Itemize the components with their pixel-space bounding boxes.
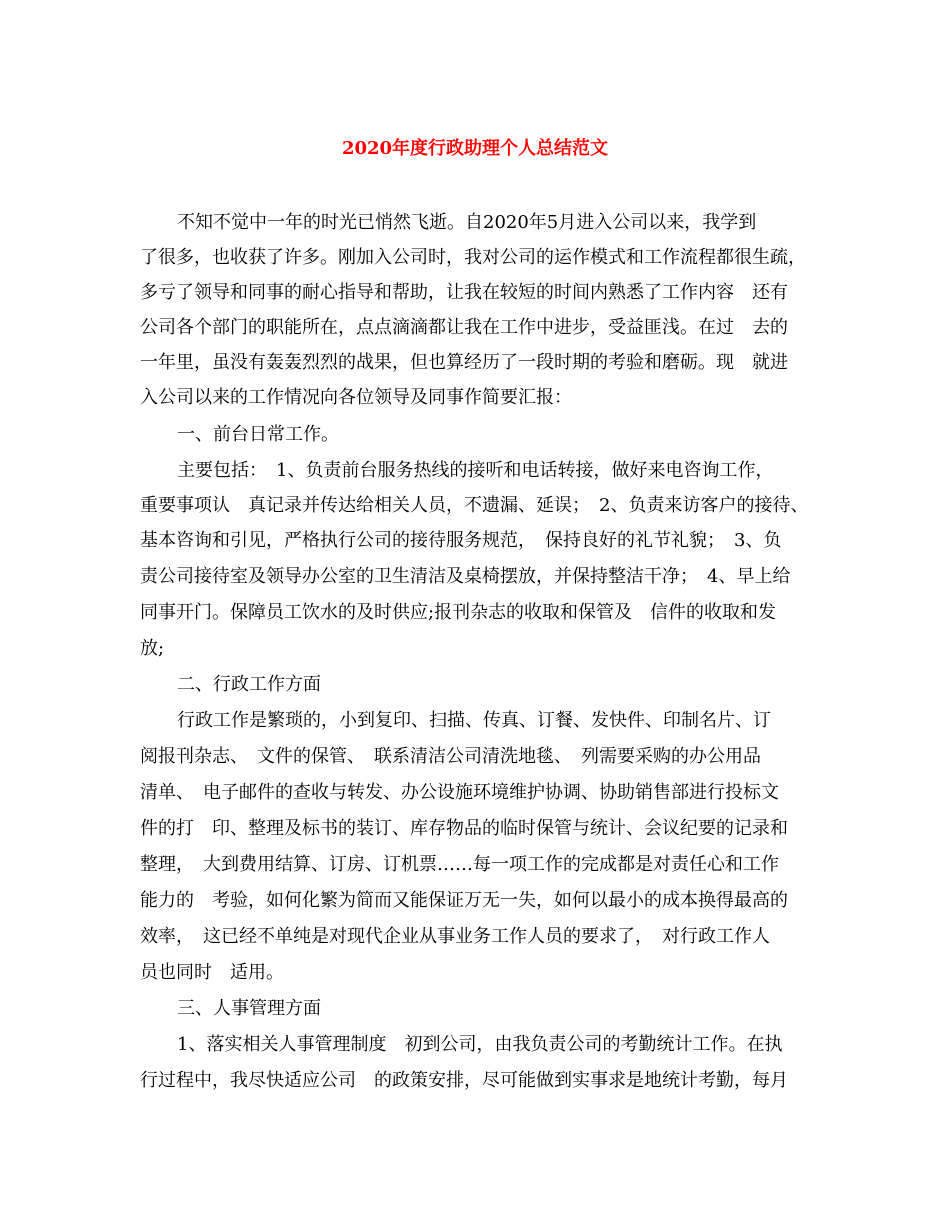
document-title: 2020年度行政助理个人总结范文: [341, 138, 609, 159]
body-line: 员也同时 适用。: [140, 962, 284, 983]
body-line: 重要事项认 真记录并传达给相关人员，不遗漏、延误； 2、负责来访客户的接待、: [140, 495, 809, 516]
body-line: 阅报刊杂志、 文件的保管、 联系清洁公司清洗地毯、 列需要采购的办公用品: [140, 746, 761, 767]
section-heading: 二、行政工作方面: [177, 674, 321, 695]
section-heading: 一、前台日常工作。: [177, 424, 339, 445]
body-line: 件的打 印、整理及标书的装订、库存物品的临时保管与统计、会议纪要的记录和: [140, 818, 788, 839]
body-line: 效率， 这已经不单纯是对现代企业从事业务工作人员的要求了， 对行政工作人: [140, 926, 770, 947]
body-line: 整理， 大到费用结算、订房、订机票……每一项工作的完成都是对责任心和工作: [140, 854, 779, 875]
body-line: 放;: [140, 638, 165, 659]
body-line: 责公司接待室及领导办公室的卫生清洁及桌椅摆放，并保持整洁干净； 4、早上给: [140, 566, 791, 587]
body-line: 行过程中，我尽快适应公司 的政策安排，尽可能做到实事求是地统计考勤，每月: [140, 1070, 788, 1091]
body-line: 清单、 电子邮件的查收与转发、办公设施环境维护协调、协助销售部进行投标文: [140, 782, 779, 803]
body-line: 了很多，也收获了许多。刚加入公司时，我对公司的运作模式和工作流程都很生疏，: [140, 247, 806, 268]
body-line: 一年里，虽没有轰轰烈烈的战果，但也算经历了一段时期的考验和磨砺。现 就进: [140, 352, 788, 373]
body-line: 1、落实相关人事管理制度 初到公司，由我负责公司的考勤统计工作。在执: [177, 1034, 783, 1055]
body-line: 基本咨询和引见，严格执行公司的接待服务规范， 保持良好的礼节礼貌； 3、负: [140, 530, 782, 551]
body-line: 公司各个部门的职能所在，点点滴滴都让我在工作中进步，受益匪浅。在过 去的: [140, 317, 788, 338]
body-line: 多亏了领导和同事的耐心指导和帮助，让我在较短的时间内熟悉了工作内容 还有: [140, 282, 788, 303]
body-line: 主要包括： 1、负责前台服务热线的接听和电话转接，做好来电咨询工作，: [177, 460, 774, 481]
body-line: 不知不觉中一年的时光已悄然飞逝。自2020年5月进入公司以来，我学到: [177, 212, 757, 233]
section-heading: 三、人事管理方面: [177, 998, 321, 1019]
body-line: 行政工作是繁琐的，小到复印、扫描、传真、订餐、发快件、印制名片、订: [177, 710, 771, 731]
body-line: 同事开门。保障员工饮水的及时供应;报刊杂志的收取和保管及 信件的收取和发: [140, 602, 777, 623]
body-line: 入公司以来的工作情况向各位领导及同事作简要汇报：: [140, 387, 572, 408]
body-line: 能力的 考验，如何化繁为简而又能保证万无一失，如何以最小的成本换得最高的: [140, 890, 788, 911]
